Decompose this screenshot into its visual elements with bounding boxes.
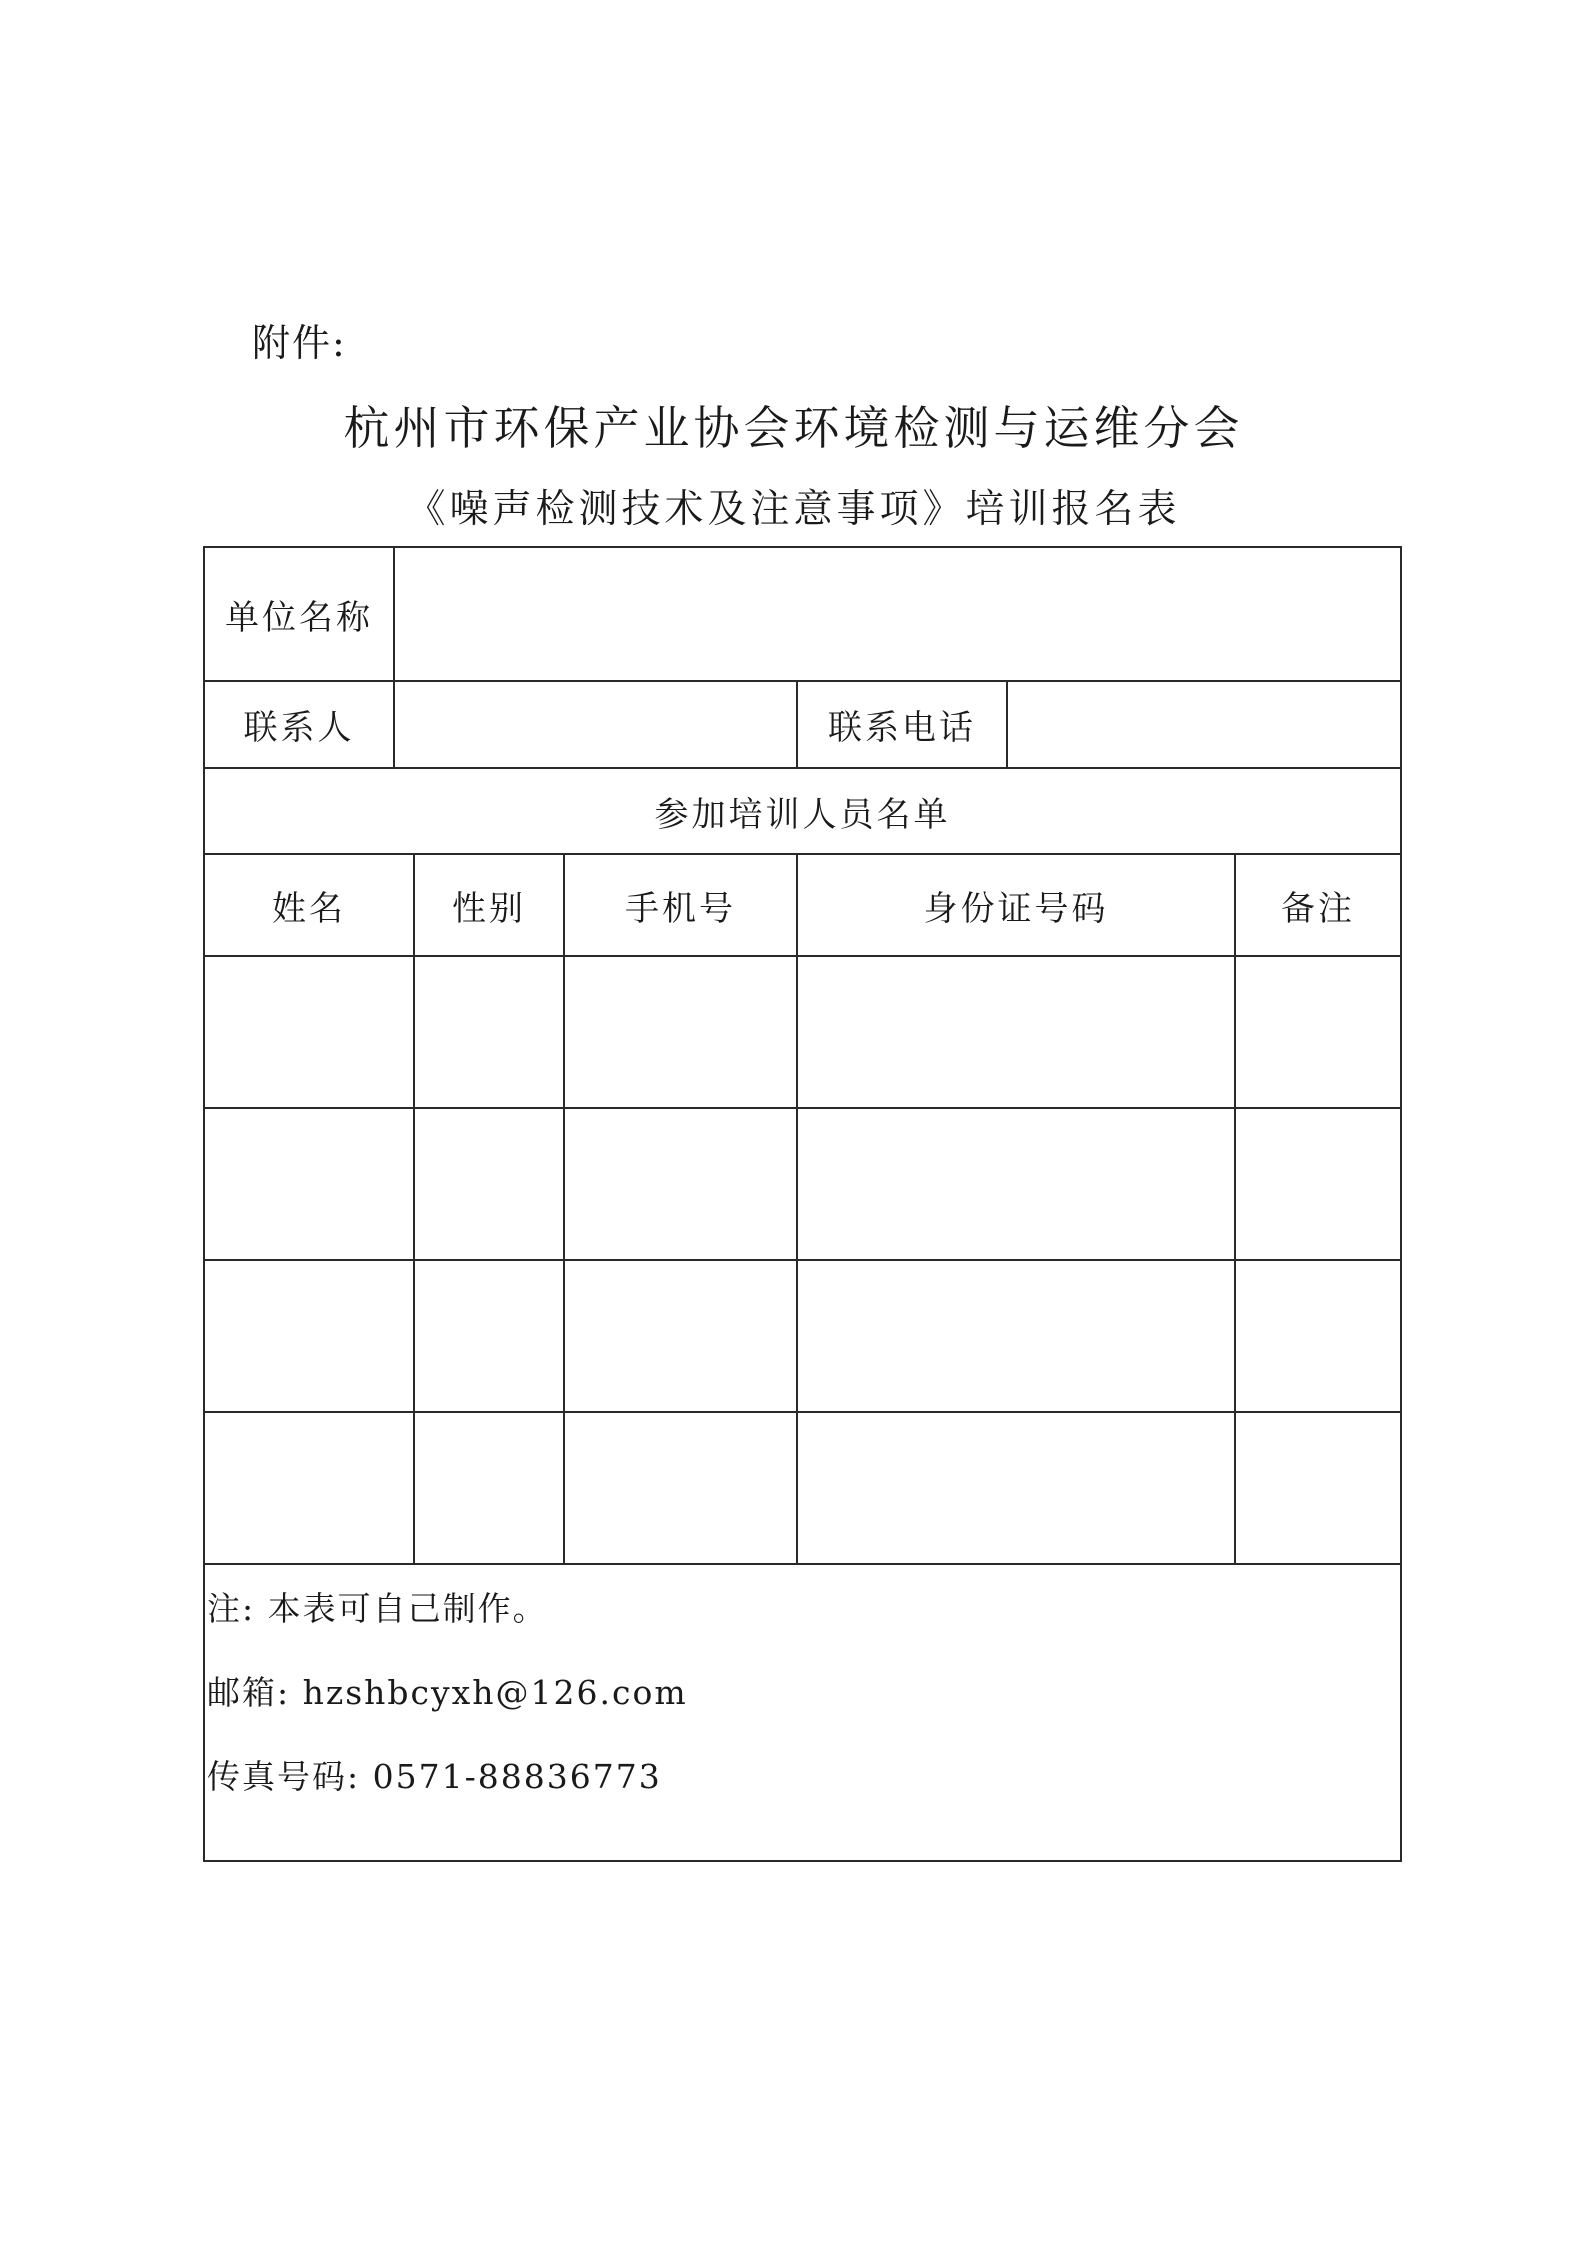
unit-name-label: 单位名称 bbox=[204, 547, 394, 681]
contact-phone-field[interactable] bbox=[1007, 681, 1401, 768]
note-text: 注: 本表可自己制作。 bbox=[207, 1589, 548, 1628]
unit-name-row bbox=[204, 547, 1401, 681]
name-cell[interactable] bbox=[204, 1260, 414, 1412]
participants-heading-row bbox=[204, 768, 1401, 854]
column-header-remarks: 备注 bbox=[1235, 854, 1401, 956]
contact-person-label: 联系人 bbox=[204, 681, 394, 768]
registration-form bbox=[203, 546, 1402, 1862]
notes-row bbox=[204, 1564, 1401, 1861]
participants-header-row bbox=[204, 854, 1401, 956]
id-number-cell[interactable] bbox=[797, 1108, 1235, 1260]
remarks-cell[interactable] bbox=[1235, 1108, 1401, 1260]
column-header-name: 姓名 bbox=[204, 854, 414, 956]
id-number-cell[interactable] bbox=[797, 1412, 1235, 1564]
column-header-mobile: 手机号 bbox=[564, 854, 797, 956]
document-subtitle: 《噪声检测技术及注意事项》培训报名表 bbox=[406, 487, 1181, 532]
fax-text: 传真号码: 0571-88836773 bbox=[207, 1757, 662, 1796]
unit-name-field[interactable] bbox=[394, 547, 1401, 681]
attachment-label: 附件: bbox=[252, 321, 347, 365]
id-number-cell[interactable] bbox=[797, 1260, 1235, 1412]
participants-heading: 参加培训人员名单 bbox=[204, 768, 1401, 854]
id-number-cell[interactable] bbox=[797, 956, 1235, 1108]
gender-cell[interactable] bbox=[414, 1108, 564, 1260]
gender-cell[interactable] bbox=[414, 1412, 564, 1564]
name-cell[interactable] bbox=[204, 956, 414, 1108]
gender-cell[interactable] bbox=[414, 956, 564, 1108]
table-row bbox=[204, 1260, 1401, 1412]
mobile-cell[interactable] bbox=[564, 1412, 797, 1564]
contact-person-field[interactable] bbox=[394, 681, 797, 768]
column-header-gender: 性别 bbox=[414, 854, 564, 956]
name-cell[interactable] bbox=[204, 1108, 414, 1260]
remarks-cell[interactable] bbox=[1235, 956, 1401, 1108]
contact-row bbox=[204, 681, 1401, 768]
column-header-id-number: 身份证号码 bbox=[797, 854, 1235, 956]
mobile-cell[interactable] bbox=[564, 1108, 797, 1260]
mobile-cell[interactable] bbox=[564, 956, 797, 1108]
name-cell[interactable] bbox=[204, 1412, 414, 1564]
table-row bbox=[204, 1412, 1401, 1564]
contact-phone-label: 联系电话 bbox=[797, 681, 1007, 768]
gender-cell[interactable] bbox=[414, 1260, 564, 1412]
mobile-cell[interactable] bbox=[564, 1260, 797, 1412]
remarks-cell[interactable] bbox=[1235, 1412, 1401, 1564]
table-row bbox=[204, 1108, 1401, 1260]
notes-cell bbox=[204, 1564, 1401, 1861]
table-row bbox=[204, 956, 1401, 1108]
remarks-cell[interactable] bbox=[1235, 1260, 1401, 1412]
document-title: 杭州市环保产业协会环境检测与运维分会 bbox=[343, 401, 1244, 455]
email-text: 邮箱: hzshbcyxh@126.com bbox=[207, 1673, 688, 1712]
